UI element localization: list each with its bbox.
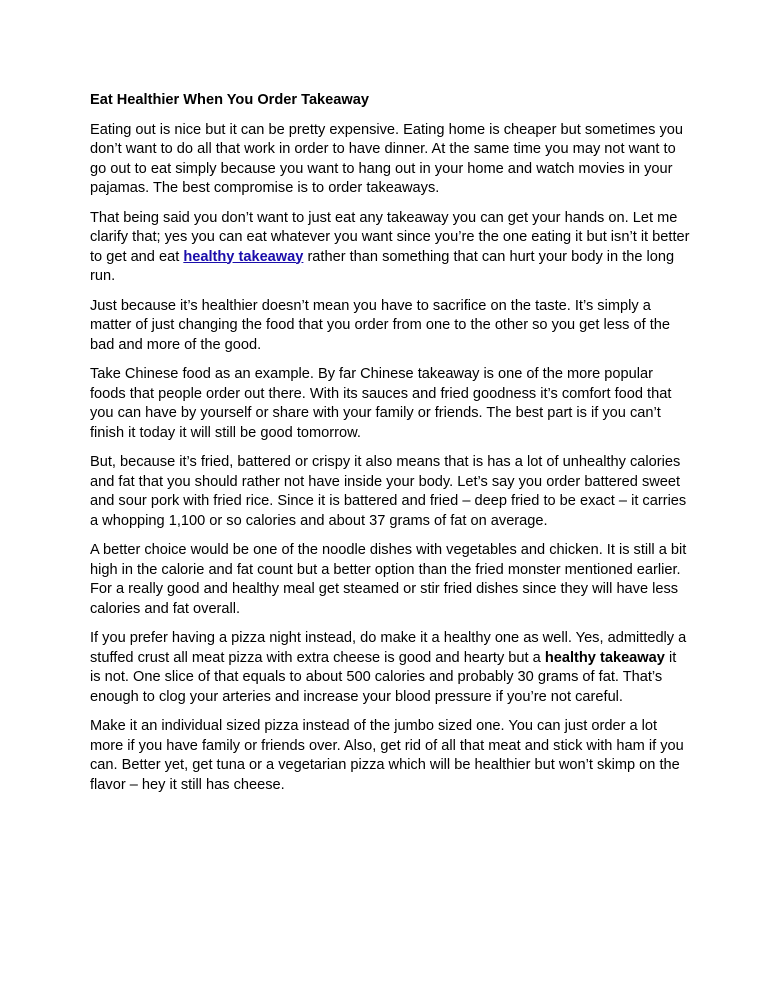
document-page [90, 91, 690, 805]
document-title: Eat Healthier When You Order Takeaway [90, 92, 369, 108]
paragraph-clarify-text-before: That being said you don’t want to just eat any takeaway you can get your hands on. Let me clarify that; yes you can eat whatever you want since you’re the one eating it but isn’t it better to get and eat [90, 209, 690, 265]
healthy-takeaway-bold: healthy takeaway [544, 649, 665, 666]
paragraph-fried: But, because it’s fried, battered or crispy it also means that is has a lot of unhealthy calories and fat that you should rather not have inside your body. Let’s say you order battered sweet and sour pork with fried rice. Since it is battered and fried – deep fried to be exact – it carries a whopping 1,100 or so calories and about 37 grams of fat on average. [90, 454, 687, 529]
paragraph-pizza [90, 629, 690, 707]
paragraph-individual-pizza: Make it an individual sized pizza instead of the jumbo sized one. You can just order a lot more if you have family or friends over. Also, get rid of all that meat and stick with ham if you can. Better yet, get tuna or a vegetarian pizza which will be healthier but won’t skimp on the flavor – hey it still has cheese. [90, 718, 684, 793]
paragraph-clarify-text-after: rather than something that can hurt your body in the long run. [90, 248, 675, 284]
paragraph-chinese-food: Take Chinese food as an example. By far Chinese takeaway is one of the more popular foods that people order out there. With its sauces and fried goodness it’s comfort food that you can have by yourself or share with your family or friends. The best part is if you can’t finish it today it will still be good tomorrow. [90, 366, 672, 441]
paragraph-taste: Just because it’s healthier doesn’t mean you have to sacrifice on the taste. It’s simply a matter of just changing the food that you order from one to the other so you get less of the bad and more of the good. [90, 297, 671, 353]
paragraph-intro: Eating out is nice but it can be pretty expensive. Eating home is cheaper but sometimes you don’t want to do all that work in order to have dinner. At the same time you may not want to go out to eat simply because you want to hang out in your home and watch movies in your pajamas. The best compromise is to order takeaways. [90, 121, 683, 196]
healthy-takeaway-link[interactable]: healthy takeaway [183, 248, 304, 265]
paragraph-noodles: A better choice would be one of the noodle dishes with vegetables and chicken. It is still a bit high in the calorie and fat count but a better option than the fried monster mentioned earlier. For a really good and healthy meal get steamed or stir fried dishes since they will have less calories and fat overall. [90, 542, 687, 617]
paragraph-pizza-text-before: If you prefer having a pizza night instead, do make it a healthy one as well. Yes, admittedly a stuffed crust all meat pizza with extra cheese is good and hearty but a [90, 630, 687, 666]
paragraph-pizza-text-after: it is not. One slice of that equals to about 500 calories and probably 30 grams of fat. That’s enough to clog your arteries and increase your blood pressure if you’re not careful. [90, 649, 677, 705]
paragraph-clarify [90, 209, 690, 287]
